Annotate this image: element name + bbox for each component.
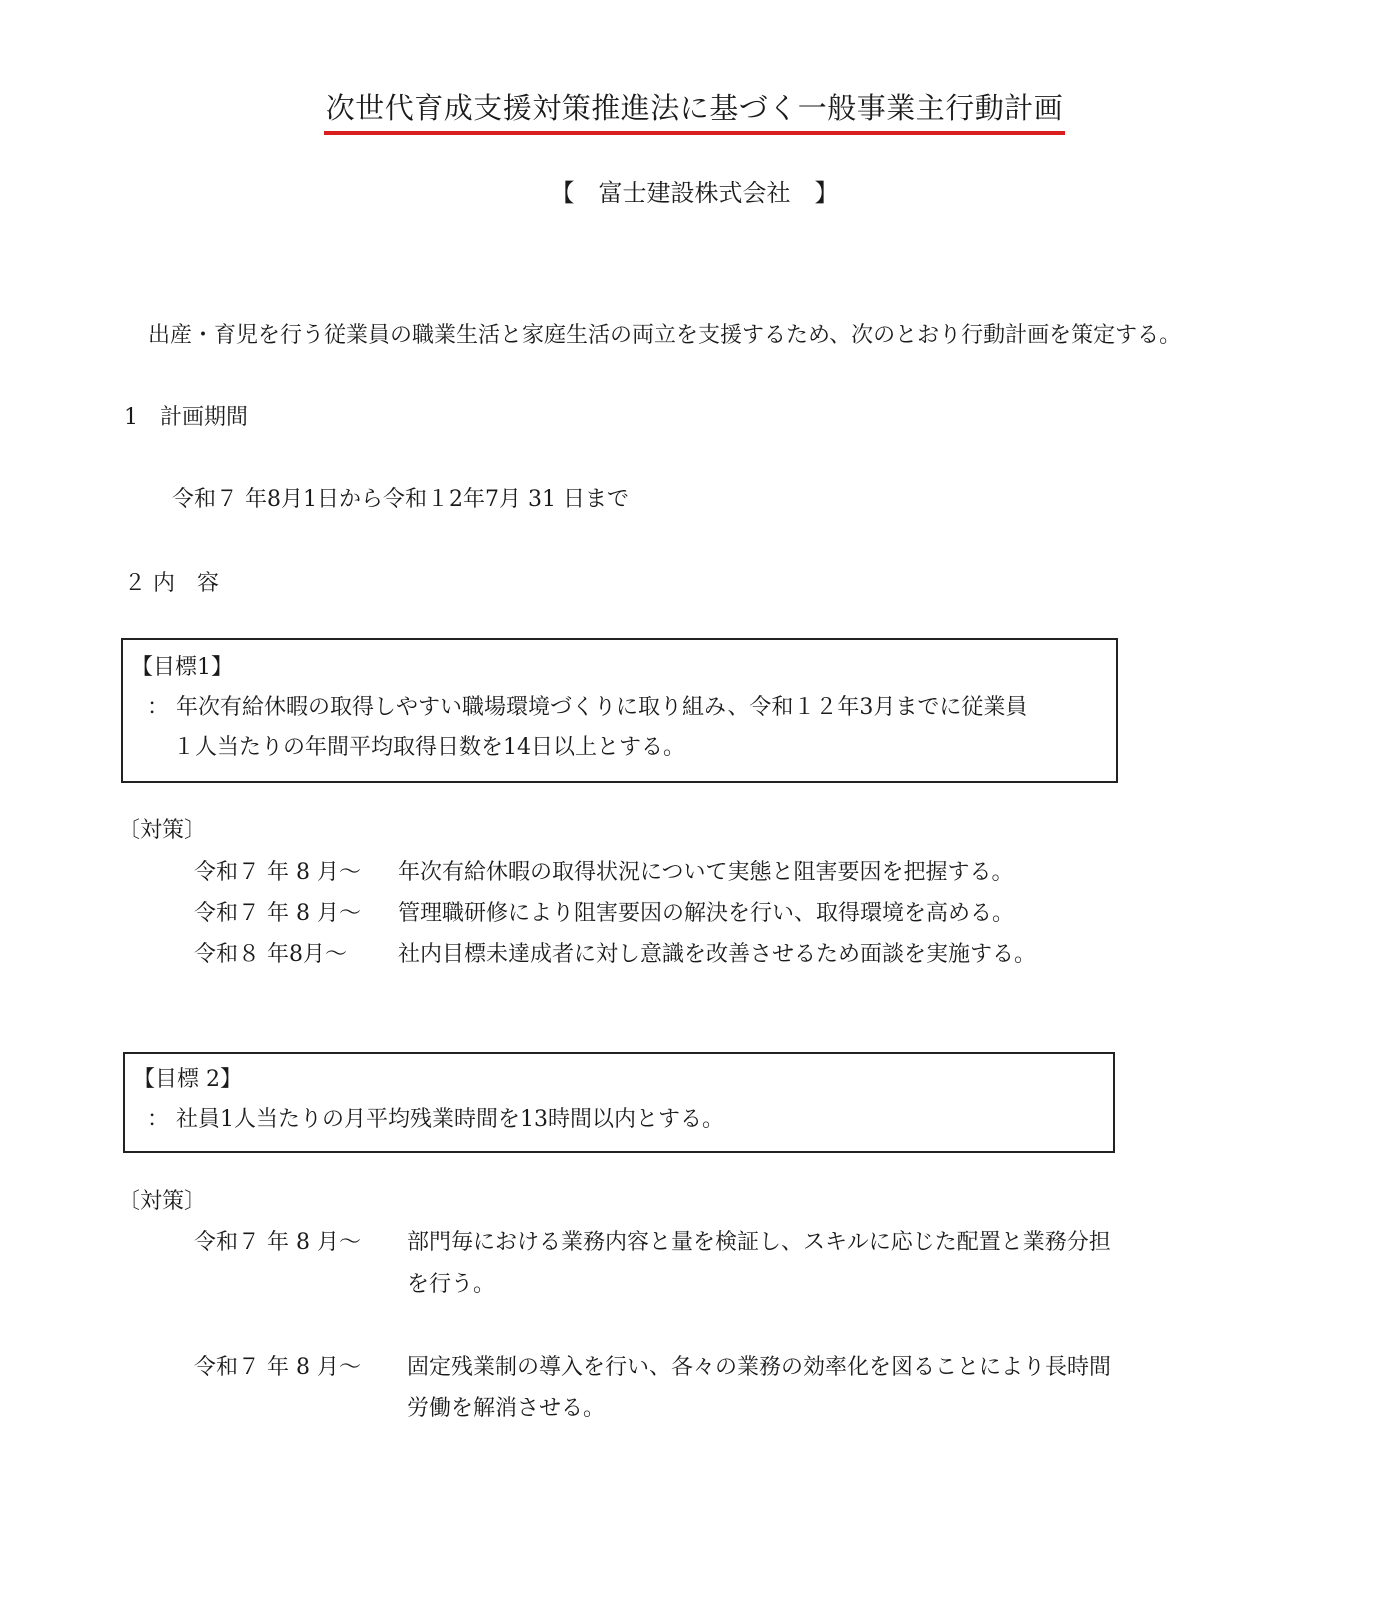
goal2-box bbox=[123, 1052, 1115, 1153]
goal1-line1: ： 年次有給休暇の取得しやすい職場環境づくりに取り組み、令和１２年3月までに従業員 bbox=[147, 695, 1028, 720]
goal2-measure-date: 令和７ 年 8 月～ bbox=[194, 1355, 361, 1380]
goal1-measure-text: 年次有給休暇の取得状況について実態と阻害要因を把握する。 bbox=[398, 860, 1014, 885]
goal1-measure-text: 管理職研修により阻害要因の解決を行い、取得環境を高める。 bbox=[398, 901, 1015, 926]
goal1-measure-date: 令和７ 年 8 月～ bbox=[194, 901, 361, 926]
section1-heading: 1 計画期間 bbox=[124, 405, 248, 430]
company-name: 【 富士建設株式会社 】 bbox=[550, 179, 839, 207]
goal2-measure-date: 令和７ 年 8 月～ bbox=[194, 1230, 361, 1255]
goal1-measure-date: 令和８ 年8月～ bbox=[194, 942, 347, 967]
goal2-measure-text: 固定残業制の導入を行い、各々の業務の効率化を図ることにより長時間 bbox=[407, 1355, 1112, 1380]
goal1-label: 【目標1】 bbox=[131, 655, 233, 680]
goal2-measure-text-continued: を行う。 bbox=[407, 1272, 496, 1297]
goal2-measure-text: 部門毎における業務内容と量を検証し、スキルに応じた配置と業務分担 bbox=[407, 1230, 1111, 1255]
goal2-line1: ： 社員1人当たりの月平均残業時間を13時間以内とする。 bbox=[147, 1107, 724, 1132]
goal2-measures-heading: 〔対策〕 bbox=[118, 1189, 207, 1214]
plan-period: 令和７ 年8月1日から令和１2年7月 31 日まで bbox=[172, 487, 629, 512]
document-title-text: 次世代育成支援対策推進法に基づく一般事業主行動計画 bbox=[324, 88, 1066, 135]
goal1-measure-text: 社内目標未達成者に対し意識を改善させるため面談を実施する。 bbox=[398, 942, 1037, 967]
goal1-line2: １人当たりの年間平均取得日数を14日以上とする。 bbox=[173, 735, 685, 760]
intro-paragraph: 出産・育児を行う従業員の職業生活と家庭生活の両立を支援するため、次のとおり行動計画を策定する。 bbox=[148, 323, 1182, 348]
goal1-measures-heading: 〔対策〕 bbox=[118, 818, 207, 843]
goal2-label: 【目標 2】 bbox=[133, 1067, 242, 1092]
section2-heading: ２ 内 容 bbox=[124, 571, 219, 596]
goal1-box bbox=[121, 638, 1118, 783]
goal2-measure-text-continued: 労働を解消させる。 bbox=[407, 1396, 606, 1421]
goal1-measure-date: 令和７ 年 8 月～ bbox=[194, 860, 361, 885]
document-title bbox=[0, 88, 1389, 135]
